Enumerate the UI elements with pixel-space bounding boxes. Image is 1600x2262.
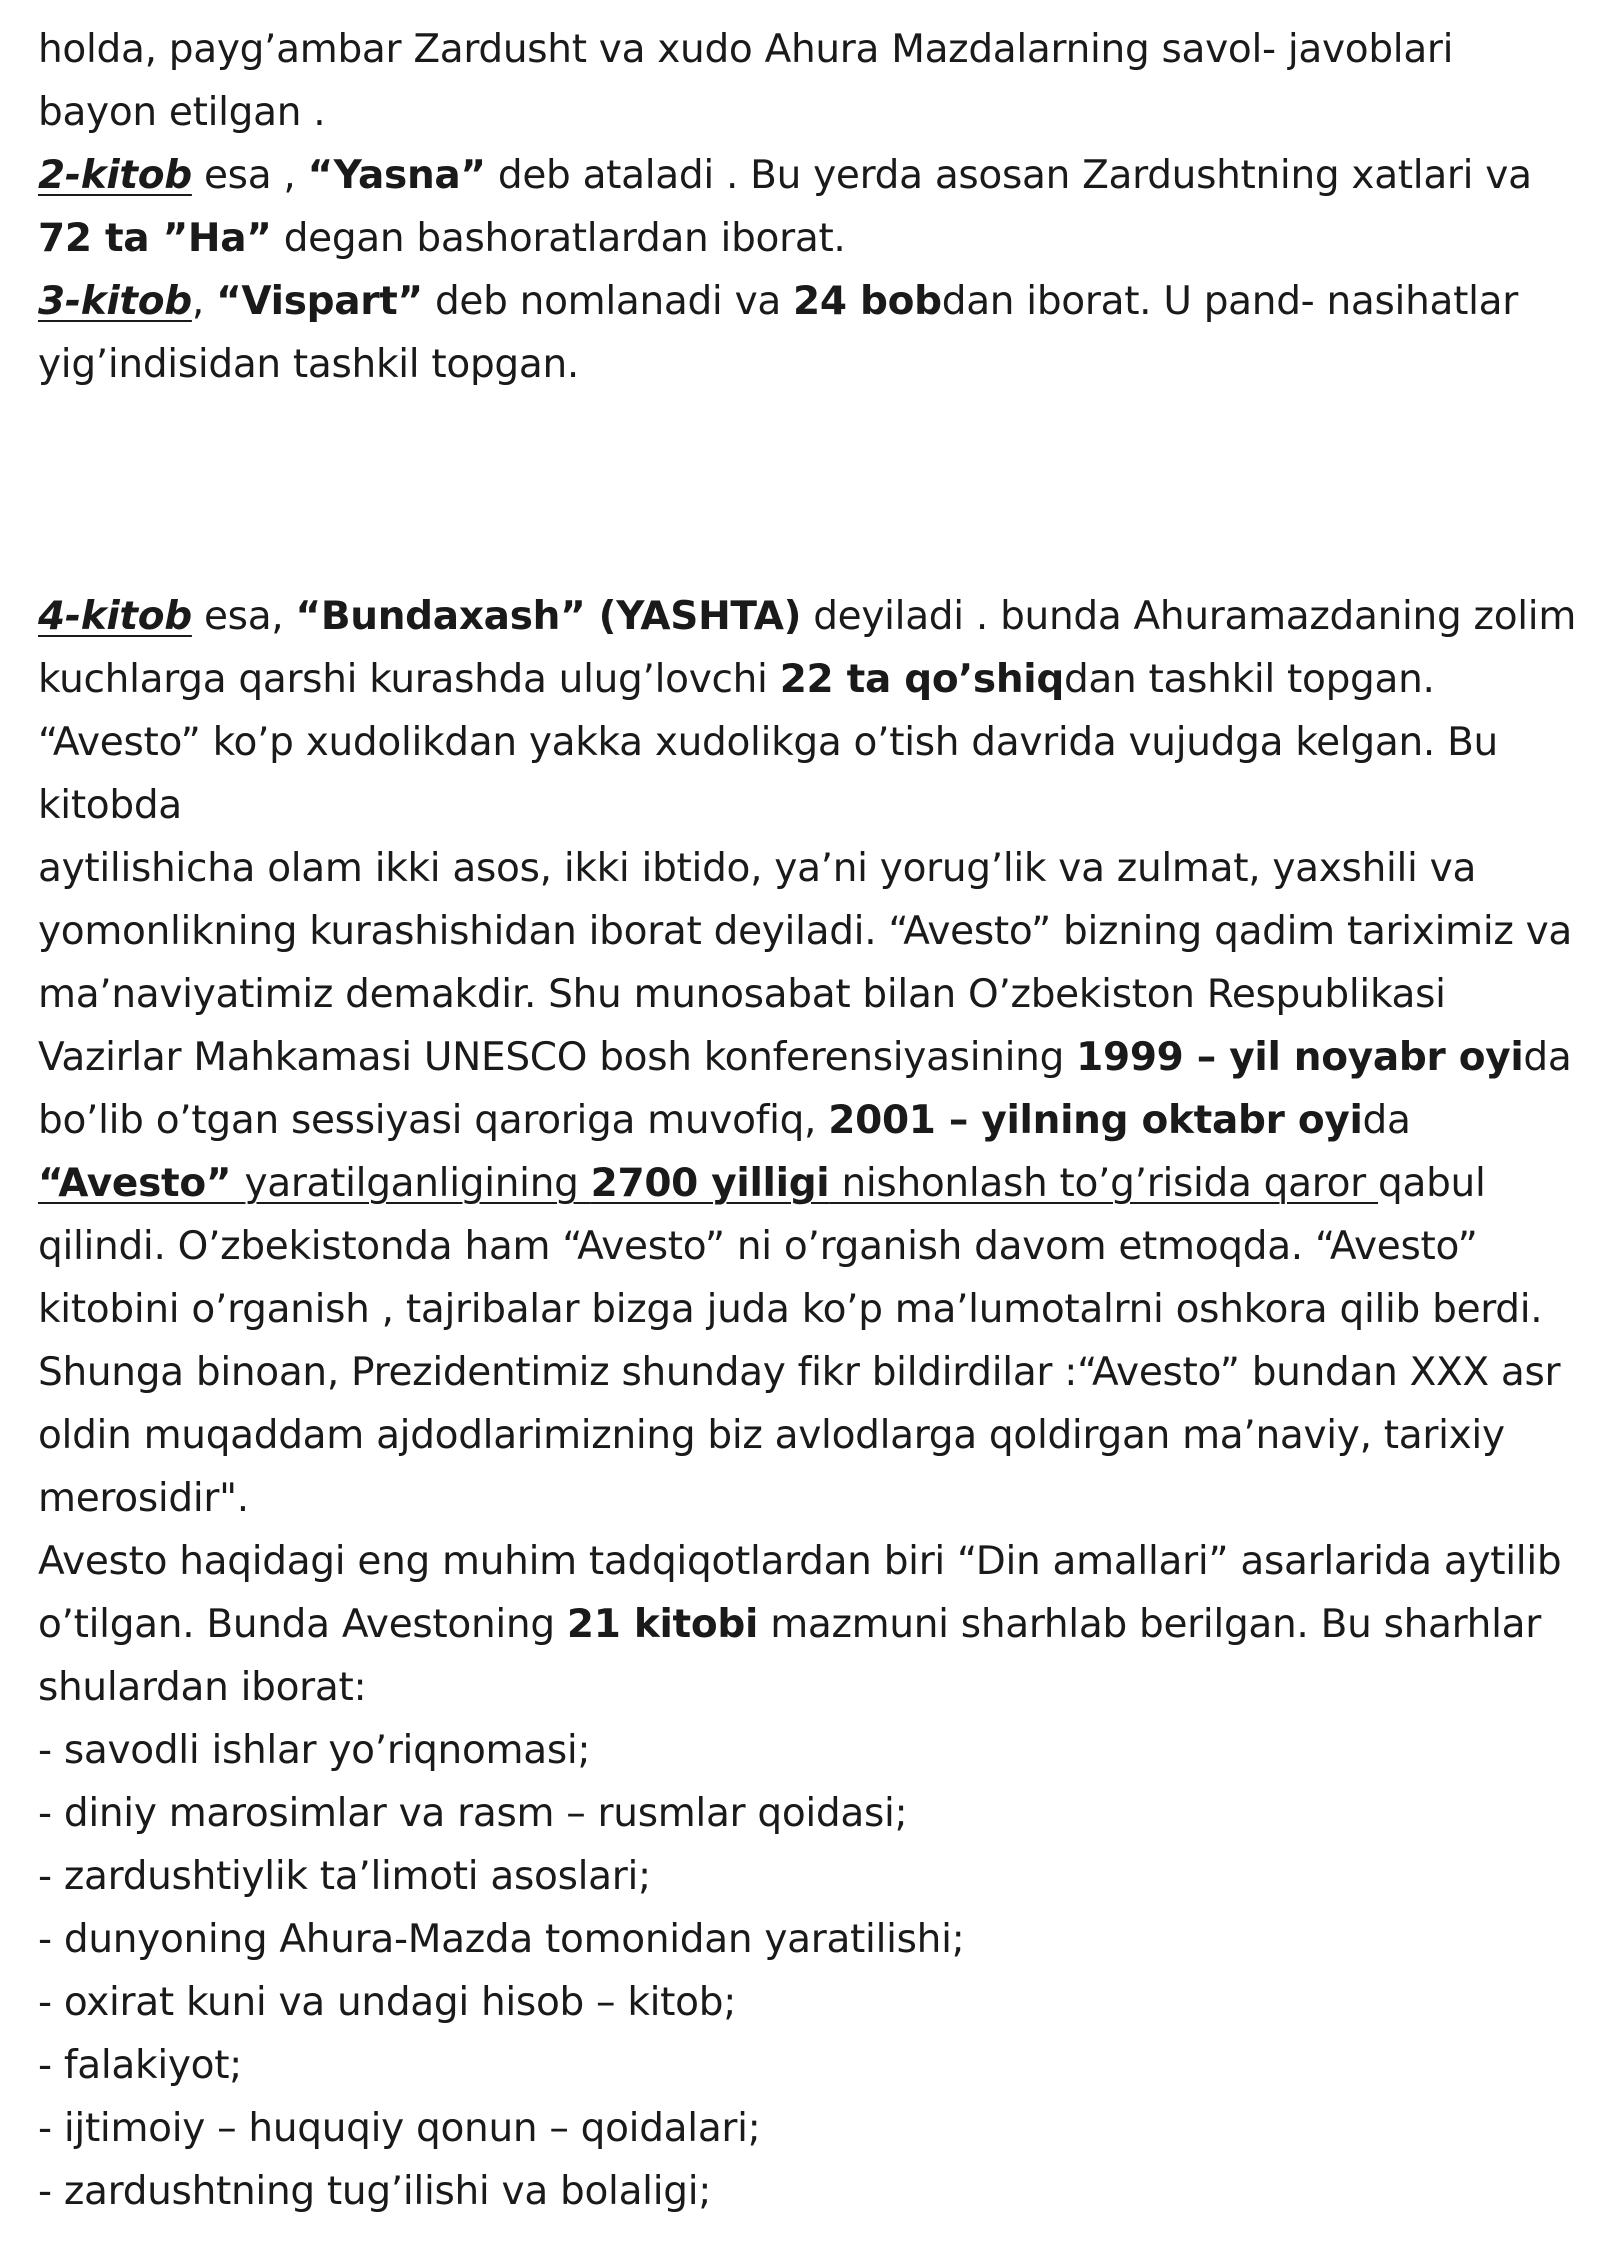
paragraph-avesto-line — [38, 711, 1578, 837]
book-3-text-a: , — [191, 279, 217, 324]
underlined-text-a: yaratilganligining — [244, 1161, 591, 1206]
history-text-d: qabul qilindi. O’zbekistonda ham “Avesto” ni o’rganish davom etmoqda. “Avesto” kitobini o’rganish , tajribalar bizga juda ko’p ma’lumotalrni oshkora qilib berdi. Shunga binoan, Prezidentimiz shunday fikr bildirdilar :“Avesto” bundan XXX asr oldin muqaddam ajdodlarimizning biz avlodlarga qoldirgan ma’naviy, tarixiy merosidir". — [38, 1161, 1561, 1521]
list-item: - zardushtning tug’ilishi va bolaligi; — [38, 2169, 712, 2214]
avesto-underlined-title: “Avesto” — [38, 1161, 245, 1206]
list-item: - falakiyot; — [38, 2043, 243, 2088]
underlined-text-b: nishonlash to’g’risida qaror — [829, 1161, 1379, 1206]
paragraph-avesto-history — [38, 837, 1578, 1530]
book-2-text-c: degan bashoratlardan iborat. — [271, 216, 846, 261]
book-2-text-b: deb ataladi . Bu yerda asosan Zardushtning xatlari va — [485, 153, 1532, 198]
din-amallari-text-a: Avesto haqidagi eng muhim tadqiqotlardan biri “Din amallari” asarlarida aytilib o’tilgan. Bunda Avestoning — [38, 1539, 1562, 1647]
paragraph-book-2 — [38, 144, 1578, 270]
date-1999: 1999 – yil noyabr oyi — [1076, 1035, 1524, 1080]
date-2001: 2001 – yilning oktabr oyi — [828, 1098, 1363, 1143]
book-2-count: 72 ta ”Ha” — [38, 216, 272, 261]
history-text-a: aytilishicha olam ikki asos, ikki ibtido, ya’ni yorug’lik va zulmat, yaxshili va yomonlikning kurashishidan iborat deyiladi. “Avesto” bizning qadim tariximiz va ma’naviyatimiz demakdir. Shu munosabat bilan O’zbekiston Respublikasi Vazirlar Mahkamasi UNESCO bosh konferensiyasining — [38, 846, 1572, 1080]
list-item: - dunyoning Ahura-Mazda tomonidan yaratilishi; — [38, 1917, 965, 1962]
anniversary-2700: 2700 yilligi — [590, 1161, 830, 1206]
content-list — [38, 1719, 1578, 2223]
avesto-origin-text: “Avesto” ko’p xudolikdan yakka xudolikga o’tish davrida vujudga kelgan. Bu kitobda — [38, 720, 1498, 828]
list-item: - zardushtiylik ta’limoti asoslari; — [38, 1854, 651, 1899]
paragraph-din-amallari — [38, 1530, 1578, 1719]
book-4-label: 4-kitob — [38, 594, 192, 639]
document-page — [38, 18, 1578, 2223]
book-4-name: “Bundaxash” (YASHTA) — [295, 594, 802, 639]
book-4-text-b: deyiladi . bunda Ahuramazdaning zolim kuchlarga qarshi kurashda ulug’lovchi — [38, 594, 1577, 702]
book-2-label: 2-kitob — [38, 153, 192, 198]
book-4-text-c: dan tashkil topgan. — [1063, 657, 1435, 702]
book-3-label: 3-kitob — [38, 279, 192, 324]
book-3-name: “Vispart” — [216, 279, 423, 324]
history-text-c: da — [1362, 1098, 1411, 1143]
book-4-count: 22 ta qo’shiq — [779, 657, 1064, 702]
book-3-text-b: deb nomlanadi va — [422, 279, 794, 324]
list-item: - diniy marosimlar va rasm – rusmlar qoidasi; — [38, 1791, 908, 1836]
book-3-text-c: dan iborat. U pand- nasihatlar yig’indisidan tashkil topgan. — [38, 279, 1518, 387]
list-item: - oxirat kuni va undagi hisob – kitob; — [38, 1980, 737, 2025]
blank-space — [38, 396, 1578, 585]
paragraph-book-4 — [38, 585, 1578, 711]
list-item: - ijtimoiy – huquqiy qonun – qoidalari; — [38, 2106, 761, 2151]
list-item: - savodli ishlar yo’riqnomasi; — [38, 1728, 591, 1773]
intro-text: holda, payg’ambar Zardusht va xudo Ahura Mazdalarning savol- javoblari bayon etilgan . — [38, 27, 1454, 135]
book-3-count: 24 bob — [793, 279, 942, 324]
book-4-text-a: esa, — [191, 594, 296, 639]
book-2-text-a: esa , — [191, 153, 308, 198]
paragraph-intro — [38, 18, 1578, 144]
count-21-books: 21 kitobi — [566, 1602, 759, 1647]
paragraph-book-3 — [38, 270, 1578, 396]
din-amallari-text-b: mazmuni sharhlab berilgan. Bu sharhlar shulardan iborat: — [38, 1602, 1541, 1710]
book-2-name: “Yasna” — [307, 153, 486, 198]
history-text-b: da bo’lib o’tgan sessiyasi qaroriga muvofiq, — [38, 1035, 1572, 1143]
